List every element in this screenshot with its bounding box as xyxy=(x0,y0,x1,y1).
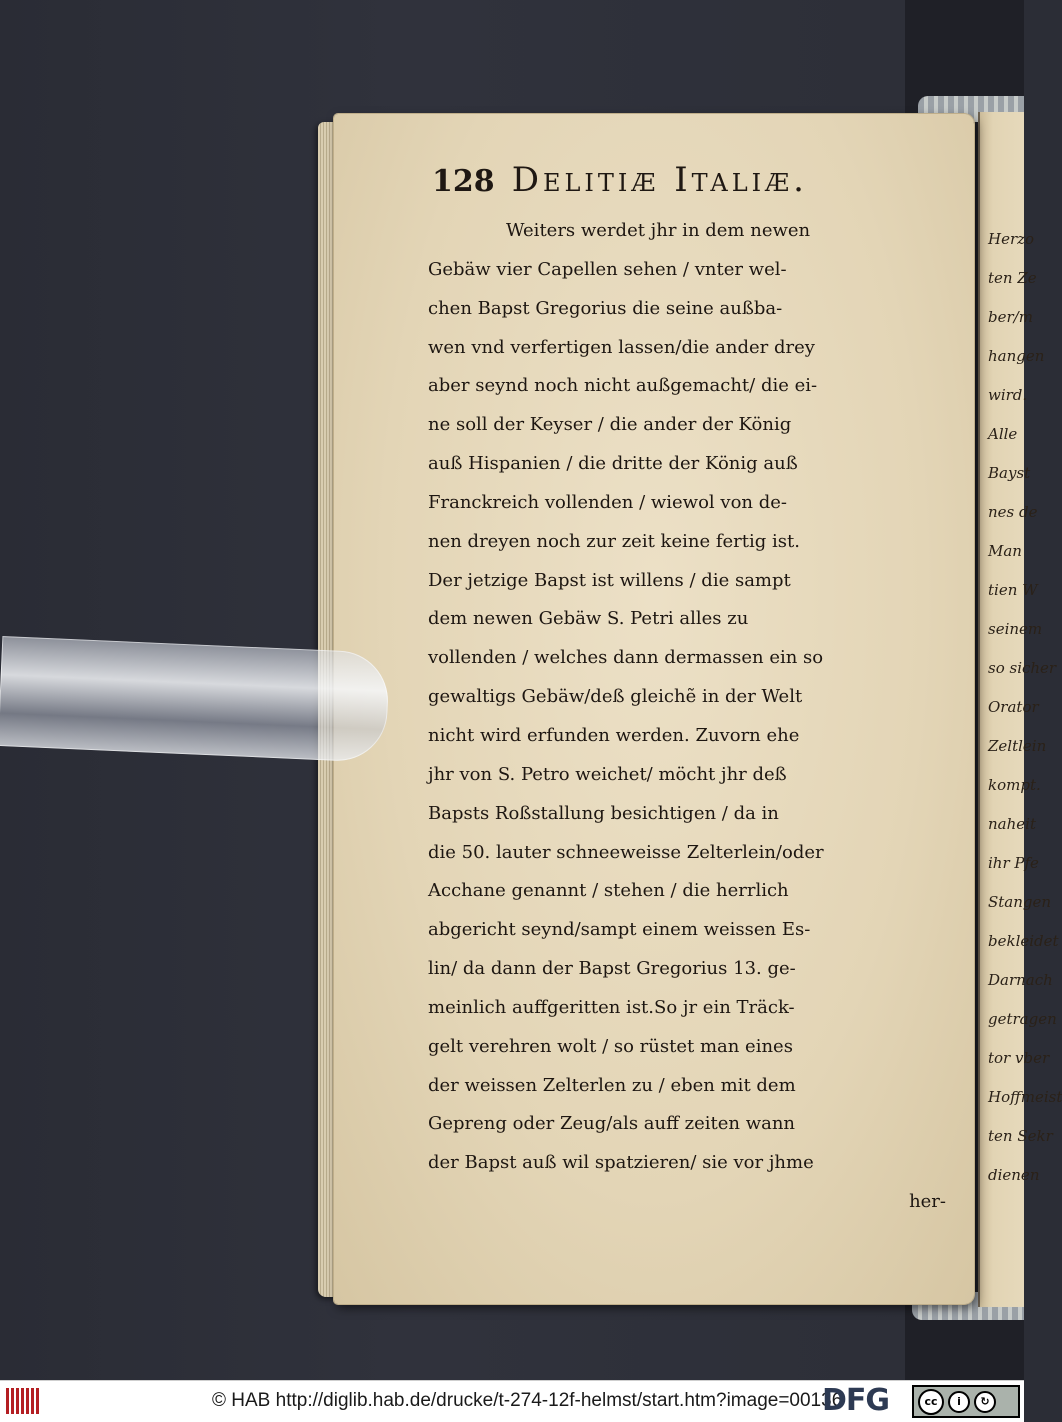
text-line: Bapsts Roßstallung besichtigen / da in xyxy=(428,802,779,824)
facing-page-line: kompt. xyxy=(988,776,1041,794)
cc-license-badge[interactable] xyxy=(912,1385,1020,1418)
text-line: nicht wird erfunden werden. Zuvorn ehe xyxy=(428,724,800,746)
facing-page-line: Stangen xyxy=(988,893,1052,911)
text-line: meinlich auffgeritten ist.So jr ein Träck- xyxy=(428,996,795,1018)
text-line: Acchane genannt / stehen / die herrlich xyxy=(428,880,789,902)
facing-page-fragment xyxy=(978,112,1062,1307)
text-line: gelt verehren wolt / so rüstet man eines xyxy=(428,1035,793,1057)
text-line: aber seynd noch nicht außgemacht/ die ei- xyxy=(428,375,818,397)
facing-page-line: seinem xyxy=(988,620,1043,638)
text-line: nen dreyen noch zur zeit keine fertig ist. xyxy=(428,530,800,552)
text-line: jhr von S. Petro weichet/ möcht jhr deß xyxy=(428,763,787,785)
facing-page-line: tor vber xyxy=(988,1049,1050,1067)
facing-page-line: Herzo xyxy=(988,230,1035,248)
text-line: wen vnd verfertigen lassen/die ander drey xyxy=(428,336,815,358)
facing-page-line: Darnach xyxy=(988,971,1053,989)
facing-page-line: dienen xyxy=(988,1166,1040,1184)
text-line: lin/ da dann der Bapst Gregorius 13. ge- xyxy=(428,958,796,980)
text-line: der Bapst auß wil spatzieren/ sie vor jhme xyxy=(428,1152,814,1174)
facing-page-line: tien W xyxy=(988,581,1038,599)
facing-page-line: getragen xyxy=(988,1010,1057,1028)
running-title: Delitiæ Italiæ. xyxy=(511,160,808,200)
facing-page-line: ten Sekr xyxy=(988,1127,1053,1145)
facing-page-line: wird. xyxy=(988,386,1028,404)
text-line: der weissen Zelterlen zu / eben mit dem xyxy=(428,1074,796,1096)
text-line: gewaltigs Gebäw/deß gleichẽ in der Welt xyxy=(428,686,803,708)
facing-page-line: so sicher xyxy=(988,659,1057,677)
text-line: ne soll der Keyser / die ander der König xyxy=(428,414,792,436)
facing-page-line: naheit xyxy=(988,815,1036,833)
facing-page-line: bekleidet xyxy=(988,932,1059,950)
facing-page-line: ten Ze xyxy=(988,269,1037,287)
facing-page-line: Man xyxy=(988,542,1022,560)
text-line: Weiters werdet jhr in dem newen xyxy=(506,220,811,241)
text-line: Der jetzige Bapst ist willens / die sampt xyxy=(428,569,791,591)
page-number: 128 xyxy=(432,164,495,199)
facing-page-line: Zeltlein xyxy=(988,737,1047,755)
facing-page-line: Hoffmeist xyxy=(988,1088,1062,1106)
text-line: chen Bapst Gregorius die seine außba- xyxy=(428,297,783,319)
text-line: die 50. lauter schneeweisse Zelterlein/oder xyxy=(428,841,824,863)
image-credit[interactable]: © HAB http://diglib.hab.de/drucke/t-274-12f-helmst/start.htm?image=00136 xyxy=(212,1390,843,1411)
facing-page-line: hangen xyxy=(988,347,1045,365)
share-alike-icon: ↻ xyxy=(974,1391,996,1413)
text-line: Gebäw vier Capellen sehen / vnter wel- xyxy=(428,258,787,280)
text-line: abgericht seynd/sampt einem weissen Es- xyxy=(428,919,811,941)
attribution-icon: i xyxy=(948,1391,970,1413)
text-line: Gepreng oder Zeug/als auff zeiten wann xyxy=(428,1113,796,1135)
cc-icon: cc xyxy=(918,1389,944,1415)
page-text xyxy=(428,212,968,1222)
facing-page-line: ber/m xyxy=(988,308,1033,326)
text-line: auß Hispanien / die dritte der König auß xyxy=(428,453,798,475)
text-line: dem newen Gebäw S. Petri alles zu xyxy=(428,608,749,630)
hab-logo-icon xyxy=(6,1388,40,1414)
facing-page-line: nes de xyxy=(988,503,1038,521)
text-line: her- xyxy=(909,1191,946,1213)
dfg-logo: DFG xyxy=(822,1383,890,1418)
viewer-footer xyxy=(0,1380,1024,1422)
transparent-page-holder xyxy=(0,636,390,763)
page-header xyxy=(432,160,952,210)
facing-page-line: Bayst xyxy=(988,464,1031,482)
text-line: vollenden / welches dann dermassen ein so xyxy=(428,647,824,669)
facing-page-line: Alle xyxy=(988,425,1018,443)
facing-page-line: ihr Pfe xyxy=(988,854,1039,872)
facing-page-line: Orator xyxy=(988,698,1039,716)
text-line: Franckreich vollenden / wiewol von de- xyxy=(428,491,787,513)
